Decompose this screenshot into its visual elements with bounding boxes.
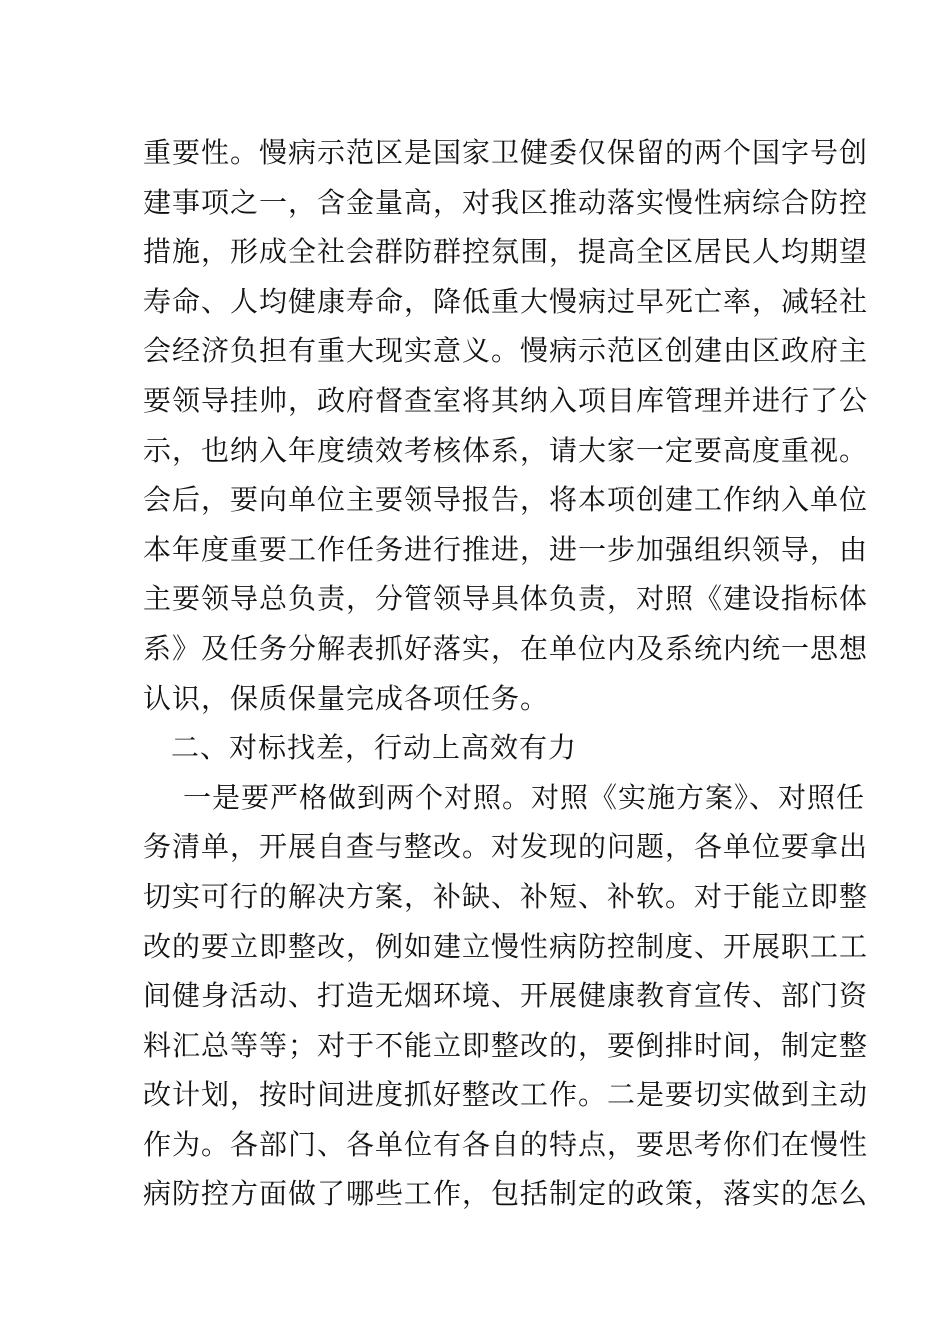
text-line: 改计划，按时间进度抓好整改工作。二是要切实做到主动 xyxy=(143,1078,869,1112)
text-line: 寿命、人均健康寿命，降低重大慢病过早死亡率，减轻社 xyxy=(143,284,869,318)
text-line: 措施，形成全社会群防群控氛围，提高全区居民人均期望 xyxy=(143,235,869,269)
text-line: 一是要严格做到两个对照。对照《实施方案》、对照任 xyxy=(183,780,866,814)
section-heading: 二、对标找差，行动上高效有力 xyxy=(171,731,578,765)
text-line: 间健身活动、打造无烟环境、开展健康教育宣传、部门资 xyxy=(143,979,869,1013)
text-line: 主要领导总负责，分管领导具体负责，对照《建设指标体 xyxy=(143,582,869,616)
text-line: 示，也纳入年度绩效考核体系，请大家一定要高度重视。 xyxy=(143,433,869,467)
text-line: 料汇总等等；对于不能立即整改的，要倒排时间，制定整 xyxy=(143,1028,869,1062)
document-body xyxy=(143,128,869,1219)
text-line: 务清单，开展自查与整改。对发现的问题，各单位要拿出 xyxy=(143,830,869,864)
text-line: 认识，保质保量完成各项任务。 xyxy=(143,681,550,715)
text-line: 建事项之一，含金量高，对我区推动落实慢性病综合防控 xyxy=(143,185,869,219)
text-line: 要领导挂帅，政府督查室将其纳入项目库管理并进行了公 xyxy=(143,383,869,417)
text-line: 重要性。慢病示范区是国家卫健委仅保留的两个国字号创 xyxy=(143,136,869,169)
text-line: 会后，要向单位主要领导报告，将本项创建工作纳入单位 xyxy=(143,483,869,517)
text-line: 本年度重要工作任务进行推进，进一步加强组织领导，由 xyxy=(143,532,869,566)
text-line: 系》及任务分解表抓好落实，在单位内及系统内统一思想 xyxy=(143,631,869,665)
text-line: 会经济负担有重大现实意义。慢病示范区创建由区政府主 xyxy=(143,334,869,368)
text-line: 切实可行的解决方案，补缺、补短、补软。对于能立即整 xyxy=(143,879,869,913)
text-line: 作为。各部门、各单位有各自的特点，要思考你们在慢性 xyxy=(143,1127,869,1161)
text-line: 病防控方面做了哪些工作，包括制定的政策，落实的怎么 xyxy=(143,1177,869,1211)
text-line: 改的要立即整改，例如建立慢性病防控制度、开展职工工 xyxy=(143,929,869,963)
